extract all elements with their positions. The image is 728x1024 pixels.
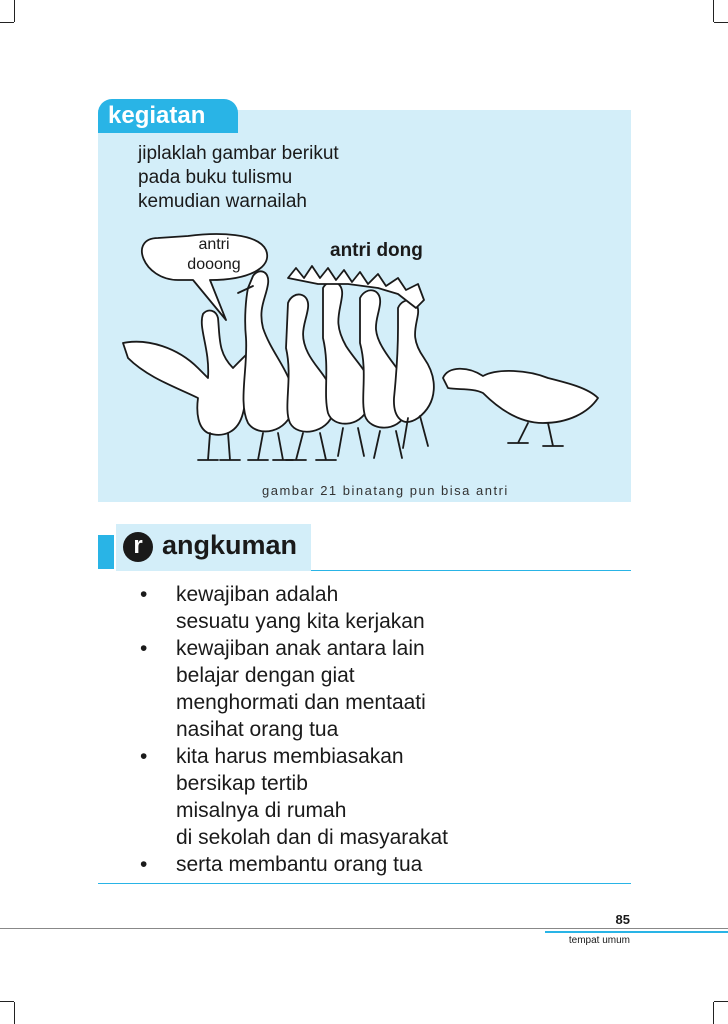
- list-item-text: serta membantu orang tua: [176, 853, 423, 876]
- list-item-continuation: [0, 797, 728, 824]
- list-item: [0, 581, 728, 608]
- list-item-continuation: [0, 689, 728, 716]
- bubble-line: dooong: [187, 256, 241, 273]
- footer-accent-line: [545, 931, 728, 933]
- duck-grazing: [443, 369, 598, 423]
- list-item-text: bersikap tertib: [176, 772, 308, 795]
- crop-mark: [0, 22, 14, 23]
- instruction-line: pada buku tulismu: [138, 167, 293, 188]
- summary-list: [0, 581, 728, 878]
- instruction-line: kemudian warnailah: [138, 191, 307, 212]
- crop-mark: [14, 0, 15, 22]
- section-accent-bar: [98, 535, 114, 569]
- section-divider: [98, 883, 631, 884]
- crop-mark: [714, 22, 728, 23]
- figure-caption: gambar 21 binatang pun bisa antri: [262, 483, 509, 498]
- list-item-text: kewajiban adalah: [176, 583, 339, 606]
- bullet: •: [140, 637, 148, 660]
- crop-mark: [713, 1002, 714, 1024]
- instruction-line: jiplaklah gambar berikut: [138, 143, 339, 164]
- list-item: [0, 743, 728, 770]
- list-item-text: sesuatu yang kita kerjakan: [176, 610, 425, 633]
- list-item: [0, 635, 728, 662]
- bubble-line: antri: [198, 236, 230, 253]
- list-item-continuation: [0, 662, 728, 689]
- speech-bubble-text: [166, 235, 262, 275]
- list-item-continuation: [0, 716, 728, 743]
- crop-mark: [713, 0, 714, 22]
- footer-section-label: tempat umum: [568, 935, 630, 946]
- list-item-text: di sekolah dan di masyarakat: [176, 826, 448, 849]
- list-item-text: kewajiban anak antara lain: [176, 637, 425, 660]
- list-item-text: menghormati dan mentaati: [176, 691, 426, 714]
- crop-mark: [0, 1001, 14, 1002]
- page-number: 85: [615, 912, 630, 927]
- list-item-continuation: [0, 824, 728, 851]
- bullet: •: [140, 853, 148, 876]
- activity-instructions: [138, 142, 339, 214]
- list-item-text: nasihat orang tua: [176, 718, 339, 741]
- section-initial: r: [123, 532, 153, 562]
- shout-text: antri dong: [330, 240, 423, 261]
- bullet: •: [140, 583, 148, 606]
- bullet: •: [140, 745, 148, 768]
- list-item-text: belajar dengan giat: [176, 664, 355, 687]
- activity-title: kegiatan: [98, 99, 238, 133]
- section-divider: [311, 570, 631, 571]
- list-item: [0, 851, 728, 878]
- section-title: angkuman: [162, 530, 298, 560]
- list-item-continuation: [0, 770, 728, 797]
- list-item-text: misalnya di rumah: [176, 799, 347, 822]
- list-item-continuation: [0, 608, 728, 635]
- footer-divider: [0, 928, 728, 929]
- crop-mark: [714, 1001, 728, 1002]
- list-item-text: kita harus membiasakan: [176, 745, 404, 768]
- crop-mark: [14, 1002, 15, 1024]
